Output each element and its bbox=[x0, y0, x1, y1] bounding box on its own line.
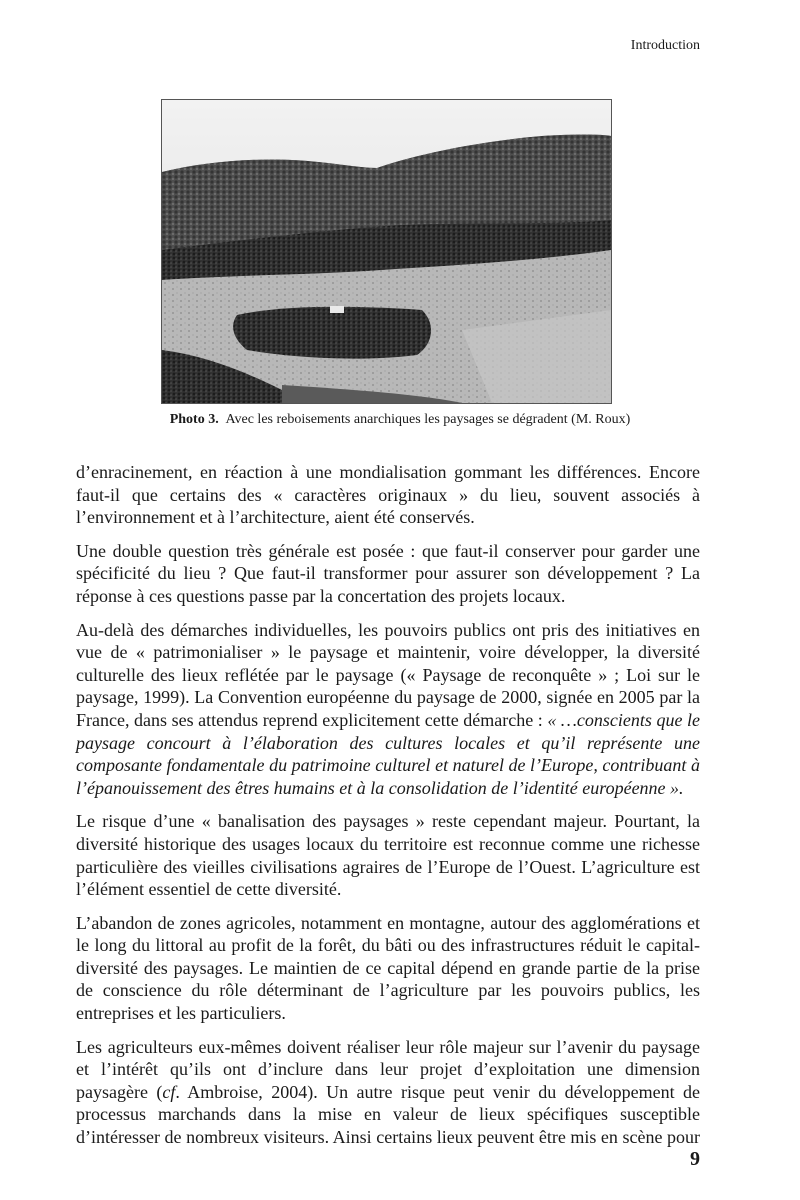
paragraph-4: Le risque d’une « banalisation des paysages » reste cependant majeur. Pourtant, la diversité historique des usages locaux du territoire est reconnue comme une richesse particulière des vieilles civilisations agraires de l’Europe de l’Ouest. L’agriculture est l’élément essentiel de cette diversité. bbox=[76, 811, 700, 900]
figure-caption bbox=[0, 412, 800, 428]
figure-caption-text: Avec les reboisements anarchiques les paysages se dégradent (M. Roux) bbox=[225, 412, 631, 427]
photo-illustration bbox=[162, 100, 611, 403]
paragraph-5: L’abandon de zones agricoles, notamment en montagne, autour des agglomérations et le long du littoral au profit de la forêt, du bâti ou des infrastructures réduit le capital-diversité des paysages. Le maintien de ce capital dépend en grande partie de la prise de conscience du rôle déterminant de l’agriculture par les pouvoirs publics, les entreprises et les particuliers. bbox=[76, 912, 700, 1024]
body-text bbox=[76, 461, 700, 1149]
paragraph-6 bbox=[76, 1036, 700, 1149]
page-number: 9 bbox=[690, 1148, 700, 1170]
running-head: Introduction bbox=[630, 38, 700, 53]
paragraph-6-text-before: Les agriculteurs eux-mêmes doivent réaliser leur rôle majeur sur l’avenir du paysage et l’intérêt qu’ils ont d’inclure dans leur projet d’exploitation une dimension paysagère ( bbox=[76, 1036, 700, 1102]
convention-quote: « …conscients que le paysage concourt à l’élaboration des cultures locales et qu’il représente une composante fondamentale du patrimoine culturel et naturel de l’Europe, contribuant à l’épanouissement des êtres humains et à la consolidation de l’identité européenne ». bbox=[76, 709, 700, 798]
figure-label: Photo 3. bbox=[169, 412, 219, 427]
paragraph-2: Une double question très générale est posée : que faut-il conserver pour garder une spécificité du lieu ? Que faut-il transformer pour assurer son développement ? La réponse à ces questions passe par la concertation des projets locaux. bbox=[76, 540, 700, 606]
paragraph-1: d’enracinement, en réaction à une mondialisation gommant les différences. Encore faut-il que certains des « caractères originaux » du lieu, souvent associés à l’environnement et à l’architecture, aient été conservés. bbox=[76, 462, 700, 528]
landscape-photo bbox=[161, 99, 612, 404]
citation-cf: cf bbox=[162, 1081, 176, 1102]
paragraph-3-text: Au-delà des démarches individuelles, les pouvoirs publics ont pris des initiatives en vue de « patrimonialiser » le paysage et maintenir, voire développer, la diversité culturelle des lieux reflétée par le paysage (« Paysage de reconquête » ; Loi sur le paysage, 1999). La Convention européenne du paysage de 2000, signée en 2005 par la France, dans ses attendus reprend explicitement cette démarche : bbox=[76, 619, 700, 730]
paragraph-3 bbox=[76, 619, 700, 800]
paragraph-6-text-after: . Ambroise, 2004). Un autre risque peut venir du développement de processus marchands dans la mise en valeur de lieux spécifiques susceptible d’intéresser de nombreux visiteurs. Ainsi certains lieux peuvent être mis en scène pour bbox=[76, 1081, 700, 1148]
